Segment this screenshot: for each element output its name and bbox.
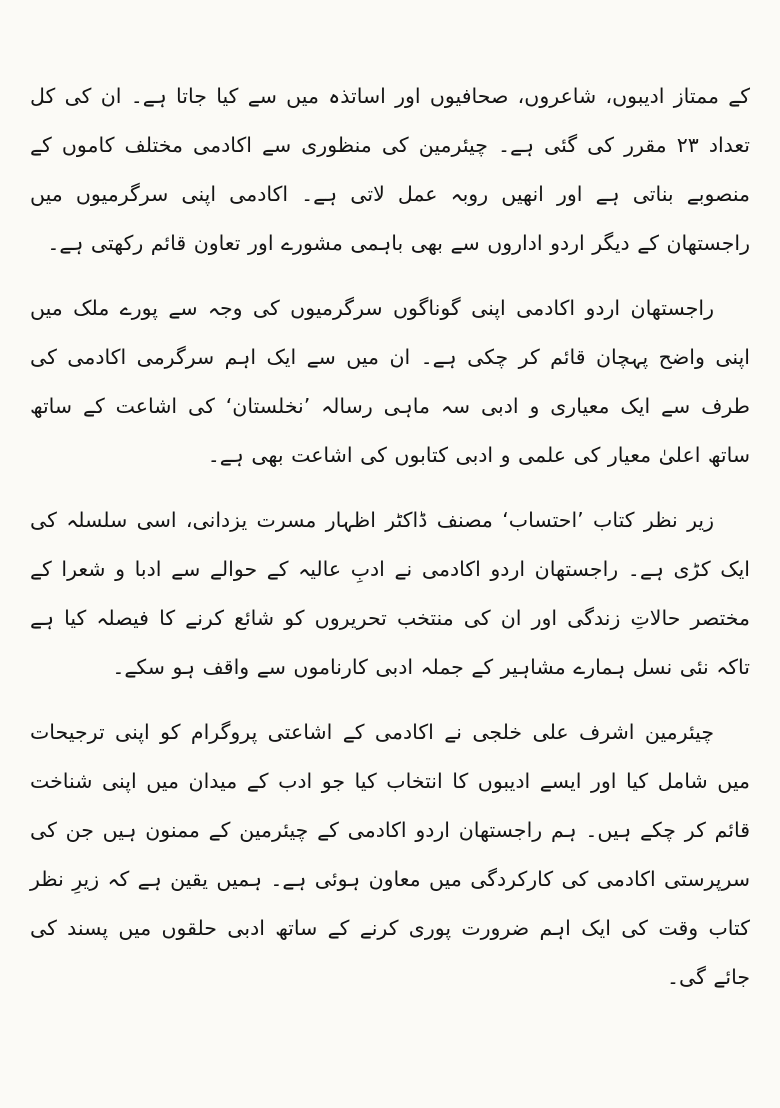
paragraph-book-ehtesab: زیر نظر کتاب ’احتساب‘ مصنف ڈاکٹر اظہار مسرت یزدانی، اسی سلسلہ کی ایک کڑی ہے۔ راجستھان اردو اکادمی نے ادبِ عالیہ کے حوالے سے ادبا و شعرا کے مختصر حالاتِ زندگی اور ان کی منتخب تحریروں کو شائع کرنے کا فیصلہ کیا ہے تاکہ نئی نسل ہمارے مشاہیر کے جملہ ادبی کارناموں سے واقف ہو سکے۔	[30, 508, 750, 679]
paragraph-chairman-program: چیئرمین اشرف علی خلجی نے اکادمی کے اشاعتی پروگرام کو اپنی ترجیحات میں شامل کیا اور ایسے ادیبوں کا انتخاب کیا جو ادب کے میدان میں اپنی شناخت قائم کر چکے ہیں۔ ہم راجستھان اردو اکادمی کے چیئرمین کے ممنون ہیں جن کی سرپرستی اکادمی کی کارکردگی میں معاون ہوئی ہے۔ ہمیں یقین ہے کہ زیرِ نظر کتاب وقت کی ایک اہم ضرورت پوری کرنے کے ساتھ ادبی حلقوں میں پسند کی جائے گی۔	[30, 720, 750, 989]
paragraph-academy-activities: راجستھان اردو اکادمی اپنی گوناگوں سرگرمیوں کی وجہ سے پورے ملک میں اپنی واضح پہچان قائم کر چکی ہے۔ ان میں سے ایک اہم سرگرمی اکادمی کی طرف سے ایک معیاری و ادبی سہ ماہی رسالہ ’نخلستان‘ کی اشاعت کے ساتھ ساتھ اعلیٰ معیار کی علمی و ادبی کتابوں کی اشاعت بھی ہے۔	[30, 296, 750, 467]
paragraph-continuation: کے ممتاز ادیبوں، شاعروں، صحافیوں اور اساتذہ میں سے کیا جاتا ہے۔ ان کی کل تعداد ۲۳ مقرر کی گئی ہے۔ چیئرمین کی منظوری سے اکادمی مختلف کاموں کے منصوبے بناتی ہے اور انھیں روبہ عمل لاتی ہے۔ اکادمی اپنی سرگرمیوں میں راجستھان کے دیگر اردو اداروں سے بھی باہمی مشورے اور تعاون قائم رکھتی ہے۔	[30, 84, 751, 255]
